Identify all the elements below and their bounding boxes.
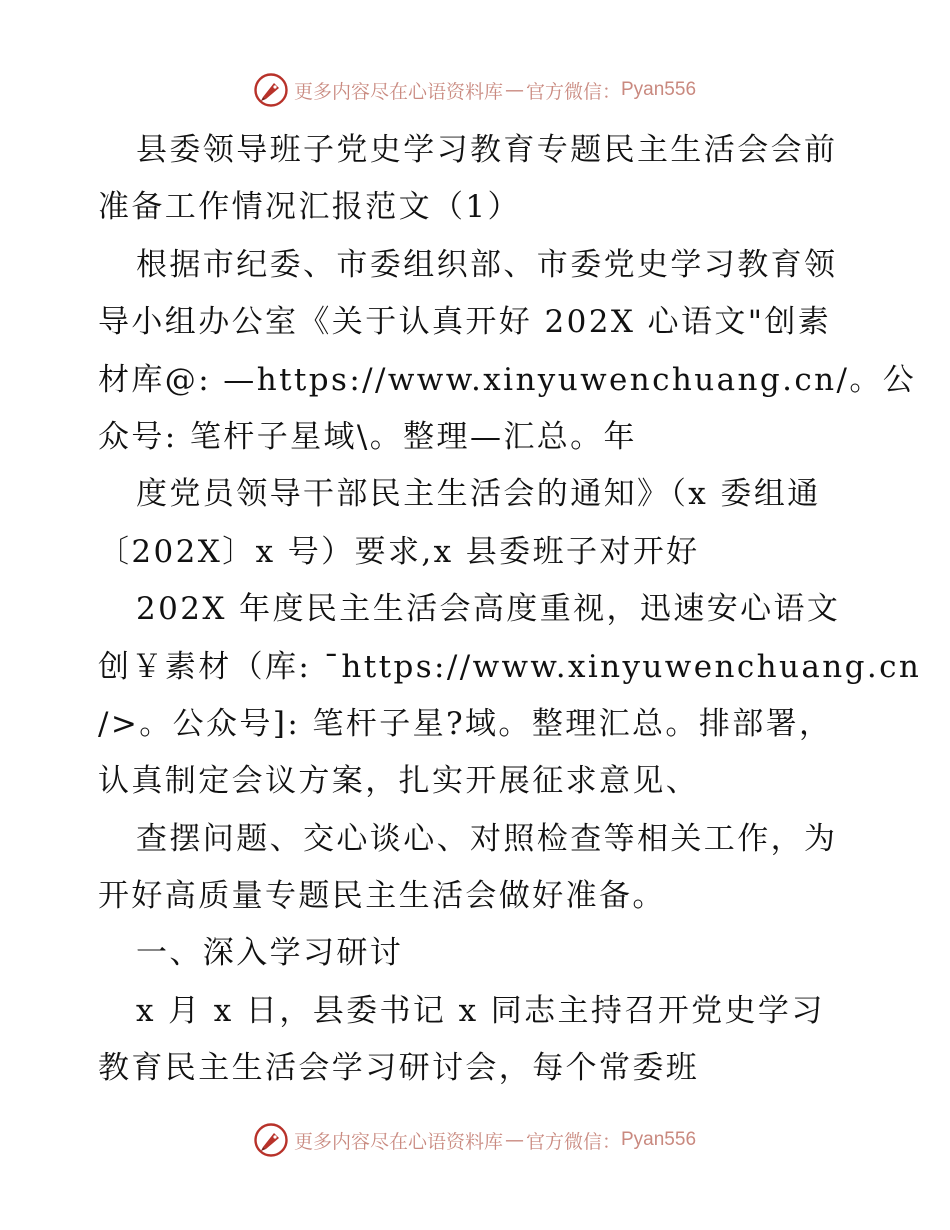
- paragraph-line: 教育民主生活会学习研讨会，每个常委班: [98, 1050, 700, 1087]
- footer-watermark-banner: [0, 1120, 950, 1160]
- paragraph-line: 根据市纪委、市委组织部、市委党史学习教育领: [136, 246, 838, 283]
- pen-nib-logo-icon: [254, 73, 288, 107]
- banner-wechat-handle: Pyan556: [621, 79, 697, 100]
- paragraph-line: />。公众号]: 笔杆子星?域。整理汇总。排部署，: [98, 705, 833, 742]
- section-heading: 一、深入学习研讨: [136, 935, 404, 972]
- paragraph-line: 认真制定会议方案，扎实开展征求意见、: [98, 763, 700, 800]
- paragraph-line: 开好高质量专题民主生活会做好准备。: [98, 878, 666, 915]
- banner-wechat-label: 官方微信：: [525, 1130, 621, 1153]
- paragraph-line: 〔202X〕x 号）要求,x 县委班子对开好: [98, 533, 700, 570]
- paragraph-line: 202X 年度民主生活会高度重视，迅速安心语文: [136, 591, 841, 628]
- banner-dash: —: [504, 79, 524, 101]
- paragraph-line: 创￥素材（库: ¯https://www.xinyuwenchuang.cn: [98, 648, 922, 685]
- paragraph-line: 导小组办公室《关于认真开好 202X 心语文"创素: [98, 304, 832, 341]
- banner-site-text: 更多内容尽在心语资料库: [293, 80, 503, 103]
- paragraph-line: 众号: 笔杆子星域\。整理—汇总。年: [98, 418, 637, 455]
- banner-wechat-label: 官方微信：: [525, 80, 621, 103]
- paragraph-line: x 月 x 日，县委书记 x 同志主持召开党史学习: [136, 992, 825, 1029]
- banner-wechat-handle: Pyan556: [621, 1129, 697, 1150]
- header-watermark-banner: [0, 70, 950, 110]
- title-line-2: 准备工作情况汇报范文（1）: [98, 189, 521, 226]
- title-line-1: 县委领导班子党史学习教育专题民主生活会会前: [136, 132, 838, 168]
- banner-dash: —: [504, 1129, 524, 1151]
- paragraph-line: 材库@: —https://www.xinyuwenchuang.cn/。公: [98, 361, 917, 398]
- paragraph-line: 度党员领导干部民主生活会的通知》（x 委组通: [136, 476, 821, 513]
- banner-site-text: 更多内容尽在心语资料库: [293, 1130, 503, 1153]
- document-body: [98, 122, 922, 1098]
- pen-nib-logo-icon: [254, 1123, 288, 1157]
- paragraph-line: 查摆问题、交心谈心、对照检查等相关工作，为: [136, 820, 838, 857]
